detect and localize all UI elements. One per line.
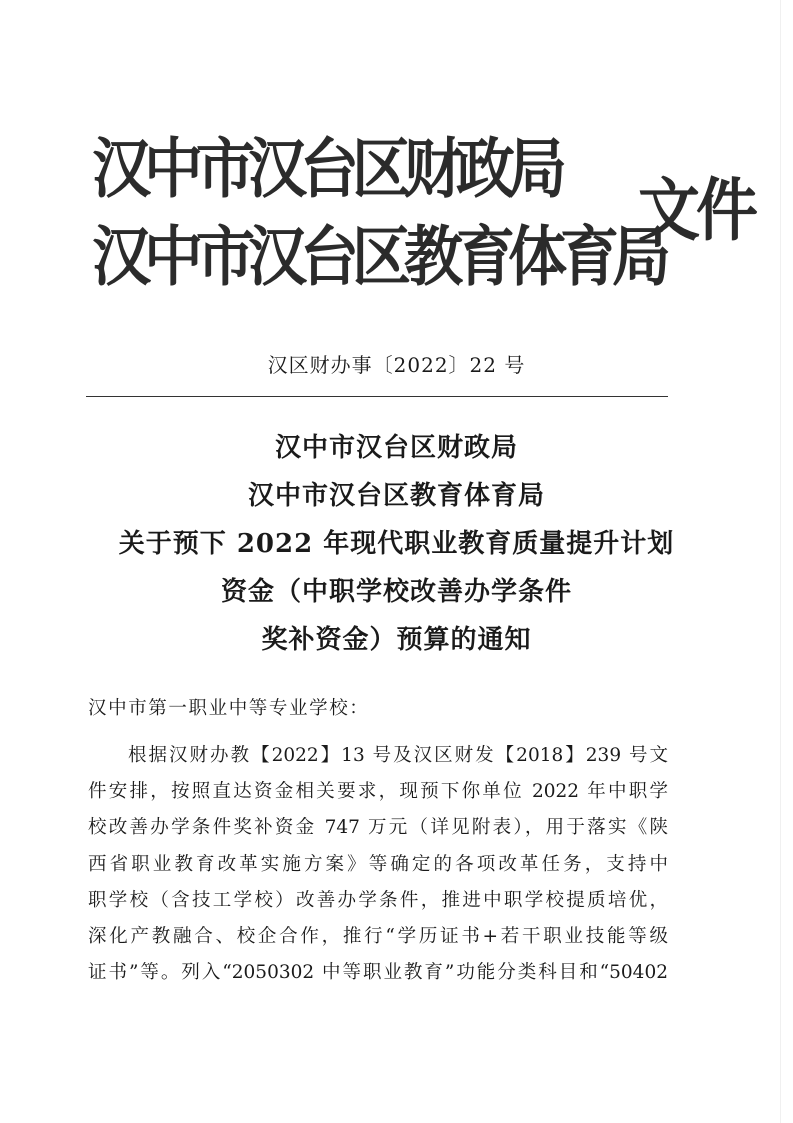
- body-line: 根据汉财办教【2022】13 号及汉区财发【2018】239 号文: [128, 745, 668, 766]
- title-line: 关于预下 2022 年现代职业教育质量提升计划: [118, 529, 675, 559]
- body-line: 校改善办学条件奖补资金 747 万元（详见附表），用于落实《陕: [88, 817, 668, 839]
- title-line: 资金（中职学校改善办学条件: [220, 577, 572, 607]
- issuer-finance-bureau: 汉中市汉台区财政局: [92, 130, 561, 207]
- title-line: 汉中市汉台区教育体育局: [247, 481, 545, 511]
- red-header: [92, 108, 772, 308]
- body-line: 证书”等。列入“2050302 中等职业教育”功能分类科目和“50402: [88, 962, 668, 984]
- title-line: 汉中市汉台区财政局: [274, 433, 518, 463]
- body-paragraph: [88, 738, 668, 991]
- document-type-label: 文件: [638, 170, 755, 251]
- body-line: 西省职业教育改革实施方案》等确定的各项改革任务，支持中: [88, 853, 668, 875]
- document-number: 汉区财办事〔2022〕22 号: [267, 353, 526, 377]
- issuer-education-sports-bureau: 汉中市汉台区教育体育局: [92, 218, 665, 295]
- scan-edge-shadow: [780, 0, 781, 1123]
- header-divider: [86, 396, 668, 397]
- body-line: 职学校（含技工学校）改善办学条件，推进中职学校提质培优，: [88, 889, 668, 911]
- title-line: 奖补资金）预算的通知: [261, 625, 532, 655]
- document-title: [0, 424, 793, 664]
- addressee: 汉中市第一职业中等专业学校：: [88, 698, 370, 719]
- body-line: 件安排，按照直达资金相关要求，现预下你单位 2022 年中职学: [88, 781, 668, 803]
- body-line: 深化产教融合、校企合作，推行“学历证书+若干职业技能等级: [88, 925, 668, 947]
